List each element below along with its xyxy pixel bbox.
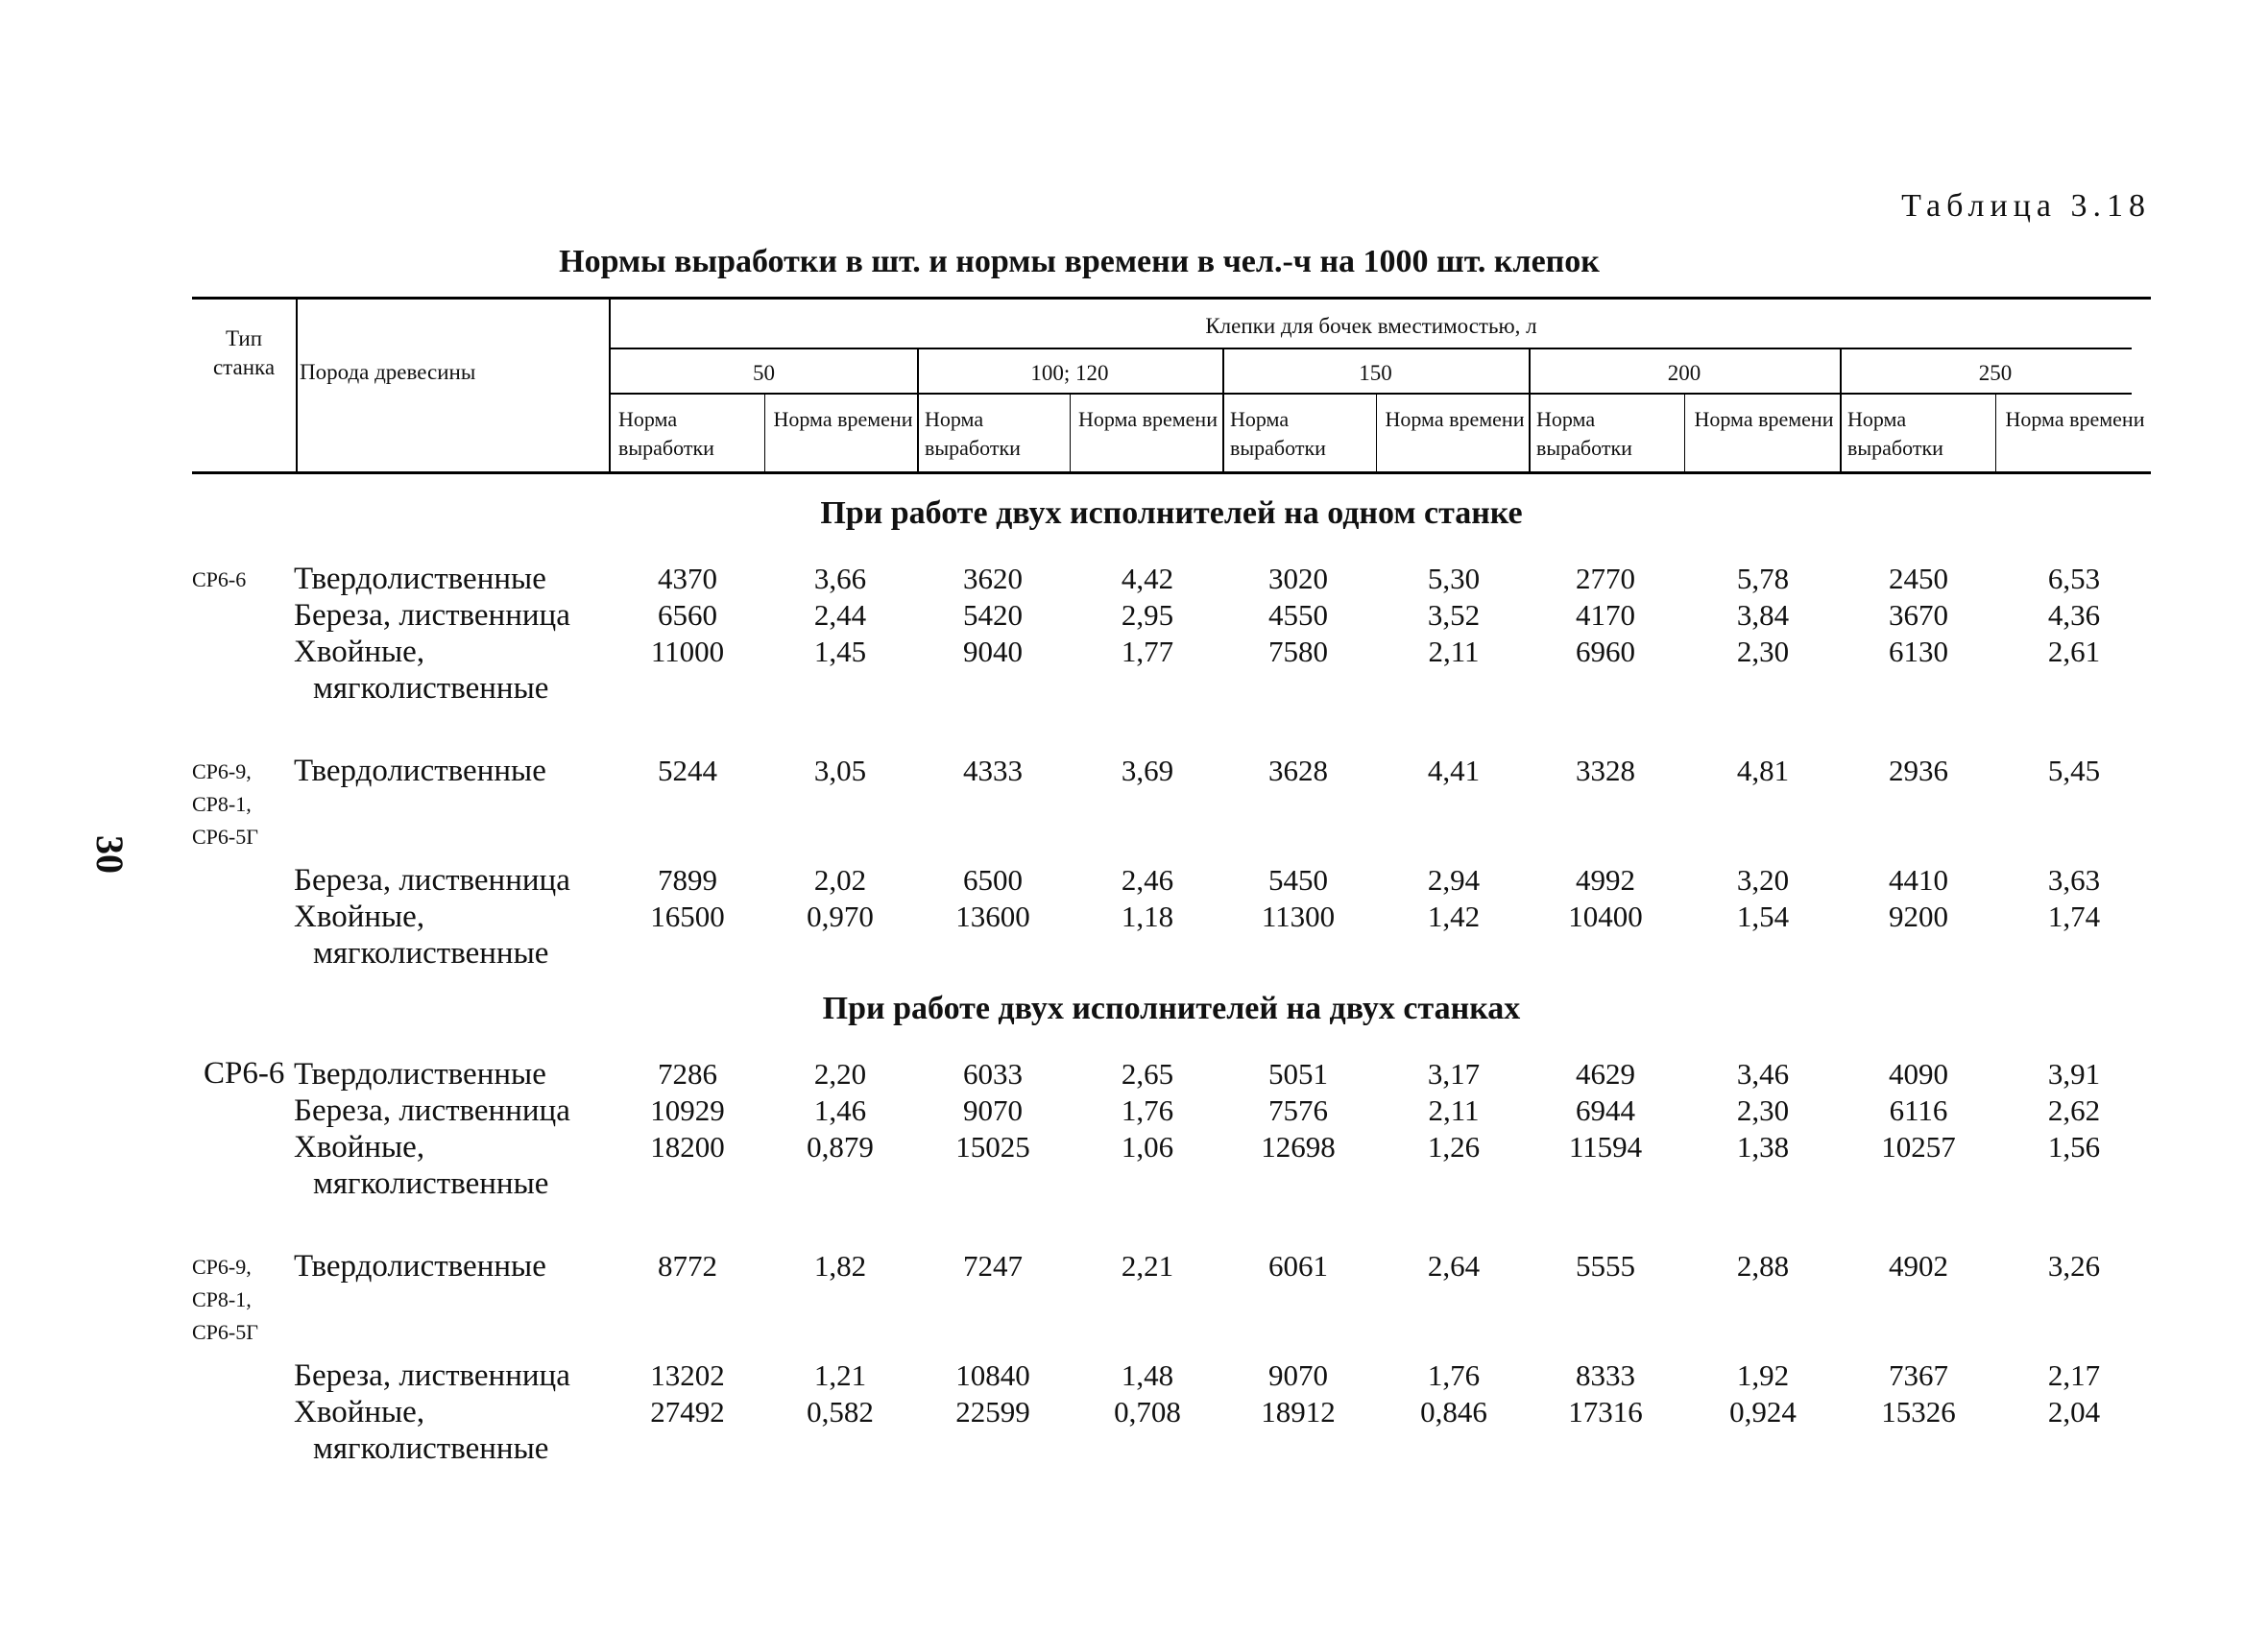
norm-output-value: 3628 xyxy=(1268,754,1328,787)
norm-time-value: 1,76 xyxy=(1427,1358,1481,1392)
norm-time-value: 3,46 xyxy=(1736,1057,1790,1091)
wood-type: Береза, лиственница xyxy=(294,1358,570,1393)
norm-output-value: 11594 xyxy=(1568,1130,1643,1164)
norm-output-value: 6130 xyxy=(1889,635,1948,668)
header-group-label: Клепки для бочек вместимостью, л xyxy=(1205,314,1537,338)
norm-time-value: 5,30 xyxy=(1427,562,1481,595)
norm-time-value: 6,53 xyxy=(2047,562,2101,595)
norm-time-value: 0,582 xyxy=(807,1395,874,1429)
norm-output-value: 18912 xyxy=(1261,1395,1336,1429)
norm-time-value: 2,61 xyxy=(2047,635,2101,668)
wood-type: Твердолиственные xyxy=(294,1057,546,1092)
header-subcolumn-divider xyxy=(1684,395,1685,471)
header-group-rule xyxy=(611,348,2132,349)
norm-time-value: 2,02 xyxy=(813,863,867,897)
header-capacity: 150 xyxy=(1359,361,1392,385)
norm-output-value: 11300 xyxy=(1261,900,1336,933)
norm-time-value: 0,846 xyxy=(1420,1395,1487,1429)
header-subcolumn-divider xyxy=(1995,395,1996,471)
norm-time-value: 3,63 xyxy=(2047,863,2101,897)
header-capacity-divider xyxy=(917,349,919,471)
norm-output-value: 5244 xyxy=(658,754,717,787)
wood-type-continued: мягколиственные xyxy=(313,1166,549,1201)
header-capacity-rule xyxy=(611,393,2132,395)
norm-output-value: 5555 xyxy=(1576,1249,1635,1283)
header-vline-1 xyxy=(296,300,298,471)
section-title: При работе двух исполнителей на двух станках xyxy=(822,991,1521,1026)
norm-time-value: 2,04 xyxy=(2047,1395,2101,1429)
wood-type: Хвойные, xyxy=(294,1395,425,1429)
machine-type: СР8-1, xyxy=(192,792,252,816)
norm-time-value: 3,52 xyxy=(1427,598,1481,632)
header-norm-output: Норма выработки xyxy=(1230,407,1326,460)
norm-output-value: 10929 xyxy=(650,1093,725,1127)
norm-output-value: 6560 xyxy=(658,598,717,632)
norm-output-value: 3020 xyxy=(1268,562,1328,595)
norm-time-value: 3,84 xyxy=(1736,598,1790,632)
wood-type: Твердолиственные xyxy=(294,562,546,596)
norm-output-value: 8772 xyxy=(658,1249,717,1283)
norm-time-value: 0,708 xyxy=(1114,1395,1181,1429)
norm-output-value: 7576 xyxy=(1268,1093,1328,1127)
wood-type: Хвойные, xyxy=(294,900,425,934)
norm-time-value: 1,26 xyxy=(1427,1130,1481,1164)
norm-output-value: 4902 xyxy=(1889,1249,1948,1283)
norm-time-value: 2,88 xyxy=(1736,1249,1790,1283)
wood-type-continued: мягколиственные xyxy=(313,1431,549,1466)
norm-output-value: 3670 xyxy=(1889,598,1948,632)
header-subcolumn-divider xyxy=(1376,395,1377,471)
norm-time-value: 3,20 xyxy=(1736,863,1790,897)
norm-time-value: 1,06 xyxy=(1121,1130,1174,1164)
table-label: Таблица 3.18 xyxy=(1901,188,2151,224)
norm-time-value: 3,91 xyxy=(2047,1057,2101,1091)
norm-output-value: 4410 xyxy=(1889,863,1948,897)
norm-output-value: 9200 xyxy=(1889,900,1948,933)
norm-time-value: 1,74 xyxy=(2047,900,2101,933)
wood-type: Хвойные, xyxy=(294,635,425,669)
wood-type-continued: мягколиственные xyxy=(313,671,549,706)
norm-time-value: 1,77 xyxy=(1121,635,1174,668)
norm-time-value: 2,64 xyxy=(1427,1249,1481,1283)
machine-type: СР6-6 xyxy=(204,1056,285,1091)
header-norm-time: Норма времени xyxy=(1385,407,1525,431)
norm-time-value: 2,46 xyxy=(1121,863,1174,897)
header-top-rule xyxy=(192,297,2151,300)
header-norm-output: Норма выработки xyxy=(1847,407,1943,460)
norm-time-value: 3,26 xyxy=(2047,1249,2101,1283)
norm-output-value: 3328 xyxy=(1576,754,1635,787)
norm-output-value: 9070 xyxy=(963,1093,1023,1127)
header-norm-output: Норма выработки xyxy=(925,407,1021,460)
norm-output-value: 9040 xyxy=(963,635,1023,668)
header-capacity-divider xyxy=(1529,349,1531,471)
norm-output-value: 10400 xyxy=(1568,900,1643,933)
norm-output-value: 6500 xyxy=(963,863,1023,897)
norm-time-value: 4,36 xyxy=(2047,598,2101,632)
norm-time-value: 5,45 xyxy=(2047,754,2101,787)
norm-output-value: 16500 xyxy=(650,900,725,933)
norm-output-value: 7580 xyxy=(1268,635,1328,668)
norm-time-value: 0,970 xyxy=(807,900,874,933)
norm-output-value: 12698 xyxy=(1261,1130,1336,1164)
norm-time-value: 0,879 xyxy=(807,1130,874,1164)
header-norm-time: Норма времени xyxy=(1694,407,1834,431)
header-capacity: 50 xyxy=(753,361,775,385)
norm-time-value: 3,17 xyxy=(1427,1057,1481,1091)
header-norm-output: Норма выработки xyxy=(618,407,714,460)
machine-type: СР6-9, xyxy=(192,759,252,783)
norm-output-value: 5051 xyxy=(1268,1057,1328,1091)
norm-time-value: 5,78 xyxy=(1736,562,1790,595)
norm-output-value: 13202 xyxy=(650,1358,725,1392)
wood-type-continued: мягколиственные xyxy=(313,936,549,971)
norm-time-value: 1,48 xyxy=(1121,1358,1174,1392)
norm-output-value: 22599 xyxy=(955,1395,1030,1429)
norm-output-value: 5450 xyxy=(1268,863,1328,897)
table-title: Нормы выработки в шт. и нормы времени в чел.-ч на 1000 шт. клепок xyxy=(559,244,1600,279)
norm-time-value: 1,18 xyxy=(1121,900,1174,933)
norm-output-value: 8333 xyxy=(1576,1358,1635,1392)
norm-time-value: 1,92 xyxy=(1736,1358,1790,1392)
wood-type: Хвойные, xyxy=(294,1130,425,1165)
norm-time-value: 4,42 xyxy=(1121,562,1174,595)
norm-output-value: 6960 xyxy=(1576,635,1635,668)
header-capacity: 100; 120 xyxy=(1030,361,1109,385)
norm-output-value: 27492 xyxy=(650,1395,725,1429)
norm-output-value: 4629 xyxy=(1576,1057,1635,1091)
norm-output-value: 2770 xyxy=(1576,562,1635,595)
norm-output-value: 4370 xyxy=(658,562,717,595)
norm-time-value: 1,46 xyxy=(813,1093,867,1127)
norm-output-value: 11000 xyxy=(650,635,725,668)
norm-time-value: 2,21 xyxy=(1121,1249,1174,1283)
norm-time-value: 1,54 xyxy=(1736,900,1790,933)
norm-output-value: 4333 xyxy=(963,754,1023,787)
norm-output-value: 15025 xyxy=(955,1130,1030,1164)
norm-time-value: 3,05 xyxy=(813,754,867,787)
header-norm-time: Норма времени xyxy=(773,407,913,431)
wood-type: Твердолиственные xyxy=(294,754,546,788)
header-bottom-rule xyxy=(192,471,2151,474)
norm-output-value: 6061 xyxy=(1268,1249,1328,1283)
norm-time-value: 2,65 xyxy=(1121,1057,1174,1091)
norm-time-value: 2,94 xyxy=(1427,863,1481,897)
norm-output-value: 18200 xyxy=(650,1130,725,1164)
norm-output-value: 4090 xyxy=(1889,1057,1948,1091)
norm-output-value: 7286 xyxy=(658,1057,717,1091)
norm-output-value: 17316 xyxy=(1568,1395,1643,1429)
norm-time-value: 4,41 xyxy=(1427,754,1481,787)
header-capacity-divider xyxy=(1222,349,1224,471)
norm-output-value: 2450 xyxy=(1889,562,1948,595)
section-title: При работе двух исполнителей на одном станке xyxy=(820,495,1523,531)
machine-type: СР6-5Г xyxy=(192,1320,258,1344)
norm-output-value: 9070 xyxy=(1268,1358,1328,1392)
norm-time-value: 1,38 xyxy=(1736,1130,1790,1164)
norm-time-value: 0,924 xyxy=(1729,1395,1797,1429)
norm-output-value: 10840 xyxy=(955,1358,1030,1392)
header-capacity: 250 xyxy=(1978,361,2013,385)
header-norm-time: Норма времени xyxy=(1078,407,1218,431)
wood-type: Береза, лиственница xyxy=(294,863,570,898)
norm-output-value: 6033 xyxy=(963,1057,1023,1091)
header-norm-output: Норма выработки xyxy=(1536,407,1632,460)
machine-type: СР8-1, xyxy=(192,1287,252,1311)
norm-time-value: 1,82 xyxy=(813,1249,867,1283)
norm-output-value: 6944 xyxy=(1576,1093,1635,1127)
norm-output-value: 2936 xyxy=(1889,754,1948,787)
norm-output-value: 4170 xyxy=(1576,598,1635,632)
norm-time-value: 2,11 xyxy=(1428,635,1480,668)
norm-time-value: 1,76 xyxy=(1121,1093,1174,1127)
norm-time-value: 1,21 xyxy=(813,1358,867,1392)
norm-time-value: 1,56 xyxy=(2047,1130,2101,1164)
page-number: 30 xyxy=(88,835,132,874)
norm-time-value: 1,42 xyxy=(1427,900,1481,933)
norm-output-value: 13600 xyxy=(955,900,1030,933)
wood-type: Береза, лиственница xyxy=(294,598,570,633)
wood-type: Твердолиственные xyxy=(294,1249,546,1284)
header-wood-type: Порода древесины xyxy=(300,360,476,384)
norm-time-value: 2,20 xyxy=(813,1057,867,1091)
norm-time-value: 4,81 xyxy=(1736,754,1790,787)
norm-output-value: 4550 xyxy=(1268,598,1328,632)
norm-output-value: 7367 xyxy=(1889,1358,1948,1392)
norm-time-value: 2,44 xyxy=(813,598,867,632)
norm-time-value: 3,69 xyxy=(1121,754,1174,787)
norm-output-value: 7899 xyxy=(658,863,717,897)
header-machine-type: Тип станка xyxy=(212,326,276,379)
norm-time-value: 2,62 xyxy=(2047,1093,2101,1127)
norm-output-value: 3620 xyxy=(963,562,1023,595)
norm-time-value: 2,11 xyxy=(1428,1093,1480,1127)
norm-time-value: 3,66 xyxy=(813,562,867,595)
norm-output-value: 10257 xyxy=(1881,1130,1956,1164)
machine-type: СР6-6 xyxy=(192,567,247,591)
wood-type: Береза, лиственница xyxy=(294,1093,570,1128)
norm-output-value: 6116 xyxy=(1889,1093,1948,1127)
header-subcolumn-divider xyxy=(1070,395,1071,471)
norm-time-value: 2,30 xyxy=(1736,1093,1790,1127)
header-capacity: 200 xyxy=(1667,361,1701,385)
machine-type: СР6-9, xyxy=(192,1255,252,1279)
norm-output-value: 15326 xyxy=(1881,1395,1956,1429)
machine-type: СР6-5Г xyxy=(192,825,258,849)
norm-output-value: 5420 xyxy=(963,598,1023,632)
norm-time-value: 2,95 xyxy=(1121,598,1174,632)
norm-time-value: 2,30 xyxy=(1736,635,1790,668)
norm-time-value: 1,45 xyxy=(813,635,867,668)
header-subcolumn-divider xyxy=(764,395,765,471)
norm-time-value: 2,17 xyxy=(2047,1358,2101,1392)
header-capacity-divider xyxy=(1840,349,1842,471)
norm-output-value: 4992 xyxy=(1576,863,1635,897)
header-norm-time: Норма времени xyxy=(2005,407,2145,431)
norm-output-value: 7247 xyxy=(963,1249,1023,1283)
